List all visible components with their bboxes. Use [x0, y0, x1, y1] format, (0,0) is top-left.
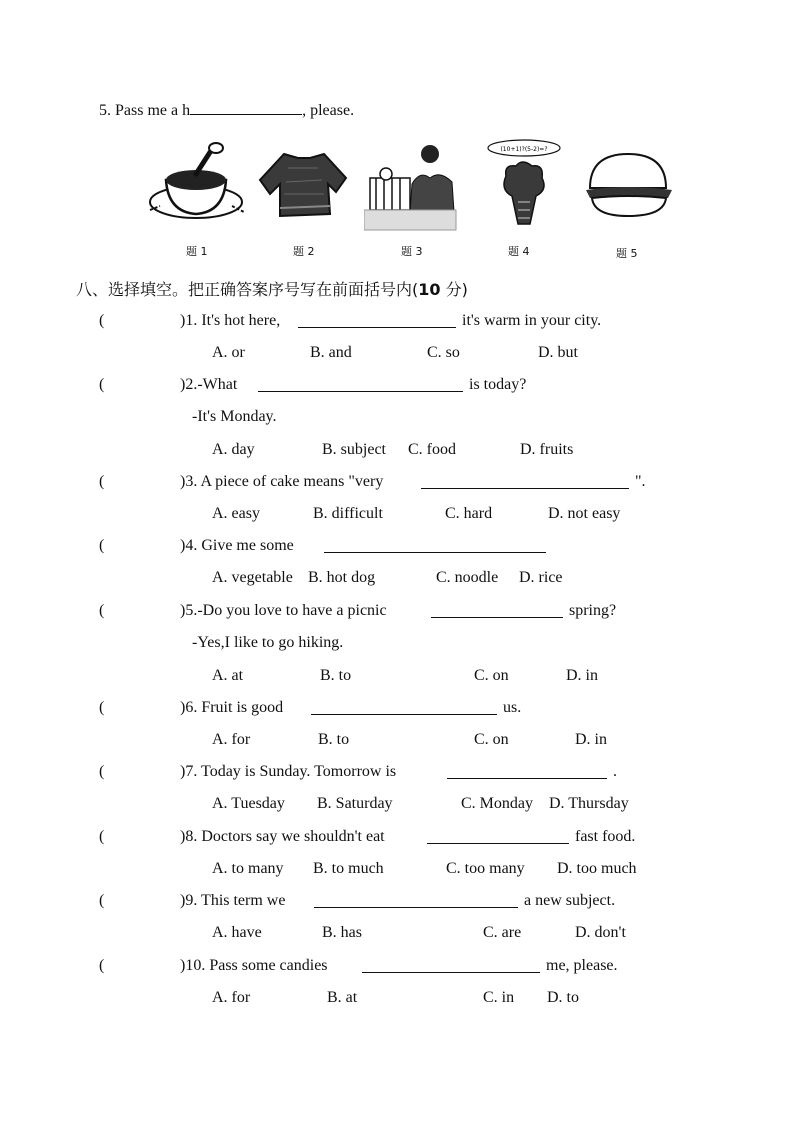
hamburger-icon	[584, 148, 674, 226]
sweater-icon	[258, 148, 350, 220]
picture-caption: 题 2	[293, 245, 315, 258]
dialogue-reply: -Yes,I like to go hiking.	[192, 634, 344, 651]
answer-option[interactable]: C. are	[483, 924, 522, 941]
answer-option[interactable]: B. to	[320, 667, 352, 684]
answer-option[interactable]: C. hard	[445, 505, 493, 522]
answer-option[interactable]: C. too many	[446, 860, 525, 877]
answer-option[interactable]: C. on	[474, 667, 509, 684]
answer-option[interactable]: B. has	[322, 924, 362, 941]
stem-text-after: me, please.	[546, 957, 618, 974]
answer-option[interactable]: A. or	[212, 344, 245, 361]
stem-text: )8. Doctors say we shouldn't eat	[180, 828, 385, 845]
answer-option[interactable]: A. have	[212, 924, 262, 941]
q5-text-after: , please.	[302, 102, 355, 119]
question-stem	[180, 312, 280, 330]
answer-slot[interactable]	[112, 892, 176, 912]
picture-caption: 题 5	[616, 247, 638, 260]
answer-option[interactable]: A. for	[212, 731, 251, 748]
vegetable-bunch-icon	[484, 136, 564, 234]
answer-slot[interactable]	[112, 957, 176, 977]
answer-slot[interactable]	[112, 763, 176, 783]
picture-caption: 题 3	[401, 245, 423, 258]
stem-text: )5.-Do you love to have a picnic	[180, 602, 387, 619]
answer-option[interactable]: B. hot dog	[308, 569, 376, 586]
question-stem	[180, 537, 294, 555]
answer-blank[interactable]	[421, 488, 629, 489]
answer-blank[interactable]	[362, 972, 540, 973]
stem-text: )3. A piece of cake means "very	[180, 473, 384, 490]
answer-option[interactable]: C. so	[427, 344, 460, 361]
question-stem	[180, 376, 237, 394]
stem-text: )7. Today is Sunday. Tomorrow is	[180, 763, 397, 780]
answer-paren-open: (	[99, 699, 105, 716]
answer-option[interactable]: D. fruits	[520, 441, 574, 458]
answer-option[interactable]: C. food	[408, 441, 456, 458]
garden-bird-icon	[364, 140, 460, 235]
answer-option[interactable]: A. easy	[212, 505, 260, 522]
picture-caption: 题 4	[508, 245, 530, 258]
question-stem	[180, 473, 383, 491]
answer-slot[interactable]	[112, 699, 176, 719]
answer-slot[interactable]	[112, 537, 176, 557]
picture-caption: 题 1	[186, 245, 208, 258]
section-title: 八、选择填空。把正确答案序号写在前面括号内(	[76, 280, 419, 299]
question-stem	[180, 602, 387, 620]
stem-text-after: fast food.	[575, 828, 636, 845]
answer-blank[interactable]	[258, 391, 463, 392]
answer-option[interactable]: C. on	[474, 731, 509, 748]
answer-option[interactable]: D. but	[538, 344, 578, 361]
stem-text-after: us.	[503, 699, 522, 716]
answer-option[interactable]: A. vegetable	[212, 569, 293, 586]
stem-text-after: .	[613, 763, 617, 780]
answer-paren-open: (	[99, 828, 105, 845]
stem-text-after: a new subject.	[524, 892, 616, 909]
answer-option[interactable]: B. difficult	[313, 505, 383, 522]
question-stem	[180, 892, 285, 910]
answer-option[interactable]: D. in	[566, 667, 598, 684]
stem-text: )9. This term we	[180, 892, 286, 909]
cup-of-soup-icon	[148, 140, 248, 230]
answer-option[interactable]: A. Tuesday	[212, 795, 285, 812]
stem-text: )1. It's hot here,	[180, 312, 281, 329]
section-heading	[76, 277, 468, 300]
answer-slot[interactable]	[112, 473, 176, 493]
fill-in-q5	[99, 100, 354, 120]
answer-option[interactable]: B. at	[327, 989, 358, 1006]
answer-option[interactable]: A. day	[212, 441, 255, 458]
stem-text: )2.-What	[180, 376, 238, 393]
question-stem	[180, 828, 385, 846]
answer-option[interactable]: D. not easy	[548, 505, 621, 522]
answer-blank[interactable]	[427, 843, 569, 844]
answer-paren-open: (	[99, 763, 105, 780]
dialogue-reply: -It's Monday.	[192, 408, 277, 425]
answer-option[interactable]: D. don't	[575, 924, 626, 941]
answer-option[interactable]: A. for	[212, 989, 251, 1006]
answer-paren-open: (	[99, 957, 105, 974]
answer-paren-open: (	[99, 537, 105, 554]
answer-blank[interactable]	[298, 327, 456, 328]
answer-option[interactable]: B. to	[318, 731, 350, 748]
answer-option[interactable]: C. in	[483, 989, 515, 1006]
answer-paren-open: (	[99, 473, 105, 490]
stem-text-after: is today?	[469, 376, 527, 393]
answer-option[interactable]: A. at	[212, 667, 244, 684]
stem-text-after: spring?	[569, 602, 617, 619]
math-note: (10+1)?(5-2)=?	[500, 146, 548, 153]
answer-option[interactable]: B. and	[310, 344, 352, 361]
answer-blank[interactable]	[311, 714, 497, 715]
answer-option[interactable]: D. Thursday	[549, 795, 629, 812]
answer-option[interactable]: D. in	[575, 731, 607, 748]
question-stem	[180, 763, 396, 781]
answer-option[interactable]: B. to much	[313, 860, 384, 877]
stem-text: )6. Fruit is good	[180, 699, 284, 716]
stem-text: )4. Give me some	[180, 537, 294, 554]
answer-option[interactable]: B. subject	[322, 441, 386, 458]
answer-paren-open: (	[99, 892, 105, 909]
answer-slot[interactable]	[112, 602, 176, 622]
stem-text-after: it's warm in your city.	[462, 312, 602, 329]
answer-option[interactable]: C. Monday	[461, 795, 533, 812]
answer-blank[interactable]	[324, 552, 546, 553]
answer-option[interactable]: C. noodle	[436, 569, 499, 586]
stem-text-after: ".	[635, 473, 646, 490]
answer-option[interactable]: D. rice	[519, 569, 563, 586]
answer-slot[interactable]	[112, 312, 176, 332]
answer-slot[interactable]	[112, 376, 176, 396]
question-stem	[180, 699, 283, 717]
answer-paren-open: (	[99, 376, 105, 393]
answer-option[interactable]: B. Saturday	[317, 795, 393, 812]
answer-slot[interactable]	[112, 828, 176, 848]
answer-blank[interactable]	[447, 778, 607, 779]
question-stem	[180, 957, 328, 975]
answer-option[interactable]: D. to	[547, 989, 579, 1006]
answer-option[interactable]: A. to many	[212, 860, 284, 877]
answer-blank[interactable]	[431, 617, 563, 618]
q5-text-before: 5. Pass me a h	[99, 102, 191, 119]
section-points: 10	[418, 280, 441, 299]
answer-paren-open: (	[99, 602, 105, 619]
answer-paren-open: (	[99, 312, 105, 329]
stem-text: )10. Pass some candies	[180, 957, 328, 974]
answer-blank[interactable]	[190, 100, 302, 115]
answer-blank[interactable]	[314, 907, 518, 908]
section-title-end: 分)	[440, 280, 468, 299]
answer-option[interactable]: D. too much	[557, 860, 637, 877]
